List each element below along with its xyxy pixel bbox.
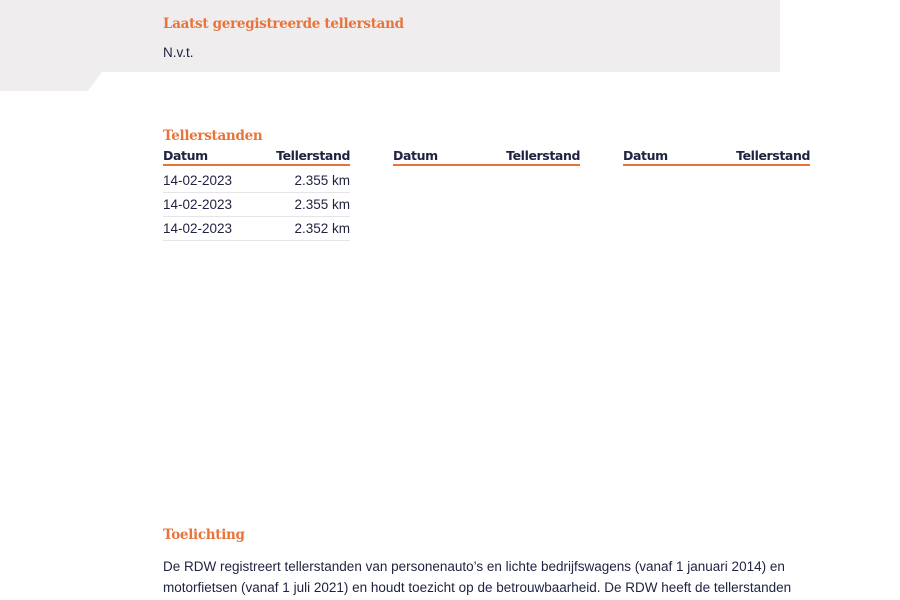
table-row bbox=[163, 217, 350, 241]
date-header: Datum bbox=[623, 148, 668, 163]
date-header: Datum bbox=[163, 148, 208, 163]
reading-header: Tellerstand bbox=[736, 148, 810, 163]
explanation-line-1: De RDW registreert tellerstanden van personenauto’s en lichte bedrijfswagens (vanaf 1 januari 2014) en bbox=[163, 559, 785, 574]
row-date: 14-02-2023 bbox=[163, 221, 233, 236]
readings-title: Tellerstanden bbox=[163, 128, 263, 144]
explanation-line-2: motorfietsen (vanaf 1 juli 2021) en houdt toezicht op de betrouwbaarheid. De RDW heeft de tellerstanden bbox=[163, 580, 792, 595]
header-band-notch bbox=[0, 72, 102, 91]
explanation-title: Toelichting bbox=[163, 527, 245, 543]
reading-header: Tellerstand bbox=[506, 148, 580, 163]
date-header: Datum bbox=[393, 148, 438, 163]
table-row bbox=[163, 169, 350, 193]
header-band bbox=[0, 0, 780, 72]
row-date: 14-02-2023 bbox=[163, 197, 233, 212]
last-reading-value: N.v.t. bbox=[163, 45, 194, 60]
row-date: 14-02-2023 bbox=[163, 173, 233, 188]
last-reading-title: Laatst geregistreerde tellerstand bbox=[163, 16, 404, 32]
row-reading: 2.355 km bbox=[294, 197, 350, 212]
readings-column-1 bbox=[163, 148, 350, 241]
readings-column-header bbox=[393, 148, 580, 166]
readings-column-header bbox=[623, 148, 810, 166]
readings-column-3 bbox=[623, 148, 810, 166]
table-row bbox=[163, 193, 350, 217]
reading-header: Tellerstand bbox=[276, 148, 350, 163]
readings-column-header bbox=[163, 148, 350, 166]
row-reading: 2.355 km bbox=[294, 173, 350, 188]
row-reading: 2.352 km bbox=[294, 221, 350, 236]
readings-column-2 bbox=[393, 148, 580, 166]
